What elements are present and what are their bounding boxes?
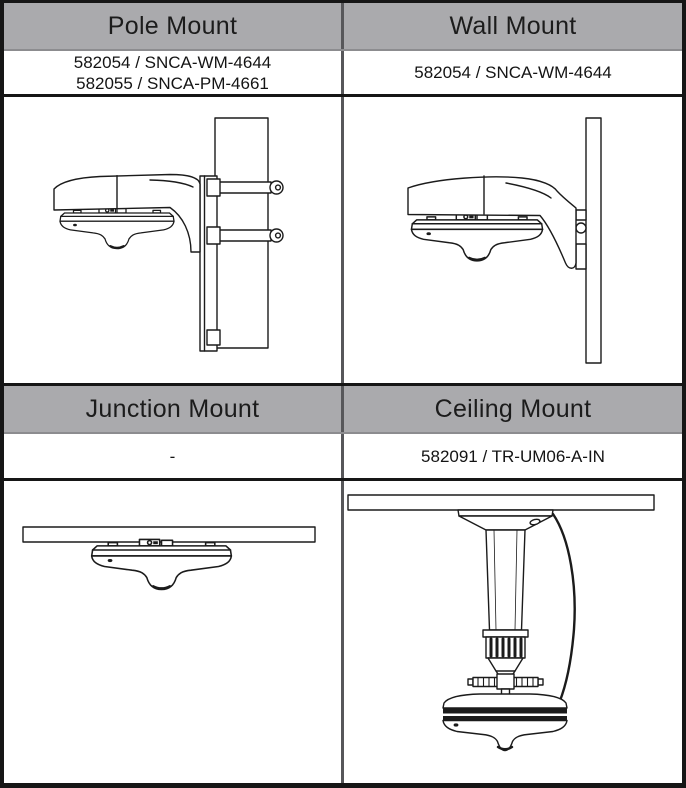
part-number: -	[169, 446, 176, 466]
row-separator	[4, 383, 682, 386]
header-underline	[4, 49, 682, 51]
part-number: 582091 / TR-UM06-A-IN	[421, 446, 605, 466]
pole-mount-title: Pole Mount	[107, 11, 238, 40]
wall-mount-header	[344, 3, 682, 49]
junction-mount-diagram	[4, 481, 341, 783]
part-number: 582054 / SNCA-WM-4644	[73, 52, 272, 72]
part-number: 582054 / SNCA-WM-4644	[414, 63, 612, 82]
ceiling-mount-diagram	[344, 481, 682, 783]
pole-mount-part-numbers	[4, 51, 341, 94]
ceiling-mount-title: Ceiling Mount	[434, 394, 592, 423]
junction-mount-illustration	[4, 481, 341, 783]
pole-mount-diagram	[4, 97, 341, 383]
header-underline	[4, 432, 682, 434]
junction-mount-header	[4, 386, 341, 432]
column-divider	[341, 3, 344, 783]
wall-mount-diagram	[344, 97, 682, 383]
row-separator	[4, 478, 682, 481]
junction-mount-part-numbers	[4, 434, 341, 478]
wall-mount-part-numbers	[344, 51, 682, 94]
wall-mount-illustration	[344, 97, 682, 383]
ceiling-mount-illustration	[344, 481, 682, 783]
wall-mount-title: Wall Mount	[449, 11, 577, 40]
pole-mount-illustration	[4, 97, 341, 383]
pole-mount-header	[4, 3, 341, 49]
row-separator	[4, 94, 682, 97]
ceiling-mount-header	[344, 386, 682, 432]
ceiling-mount-part-numbers	[344, 434, 682, 478]
part-number: 582055 / SNCA-PM-4661	[76, 73, 269, 93]
junction-mount-title: Junction Mount	[85, 394, 260, 423]
